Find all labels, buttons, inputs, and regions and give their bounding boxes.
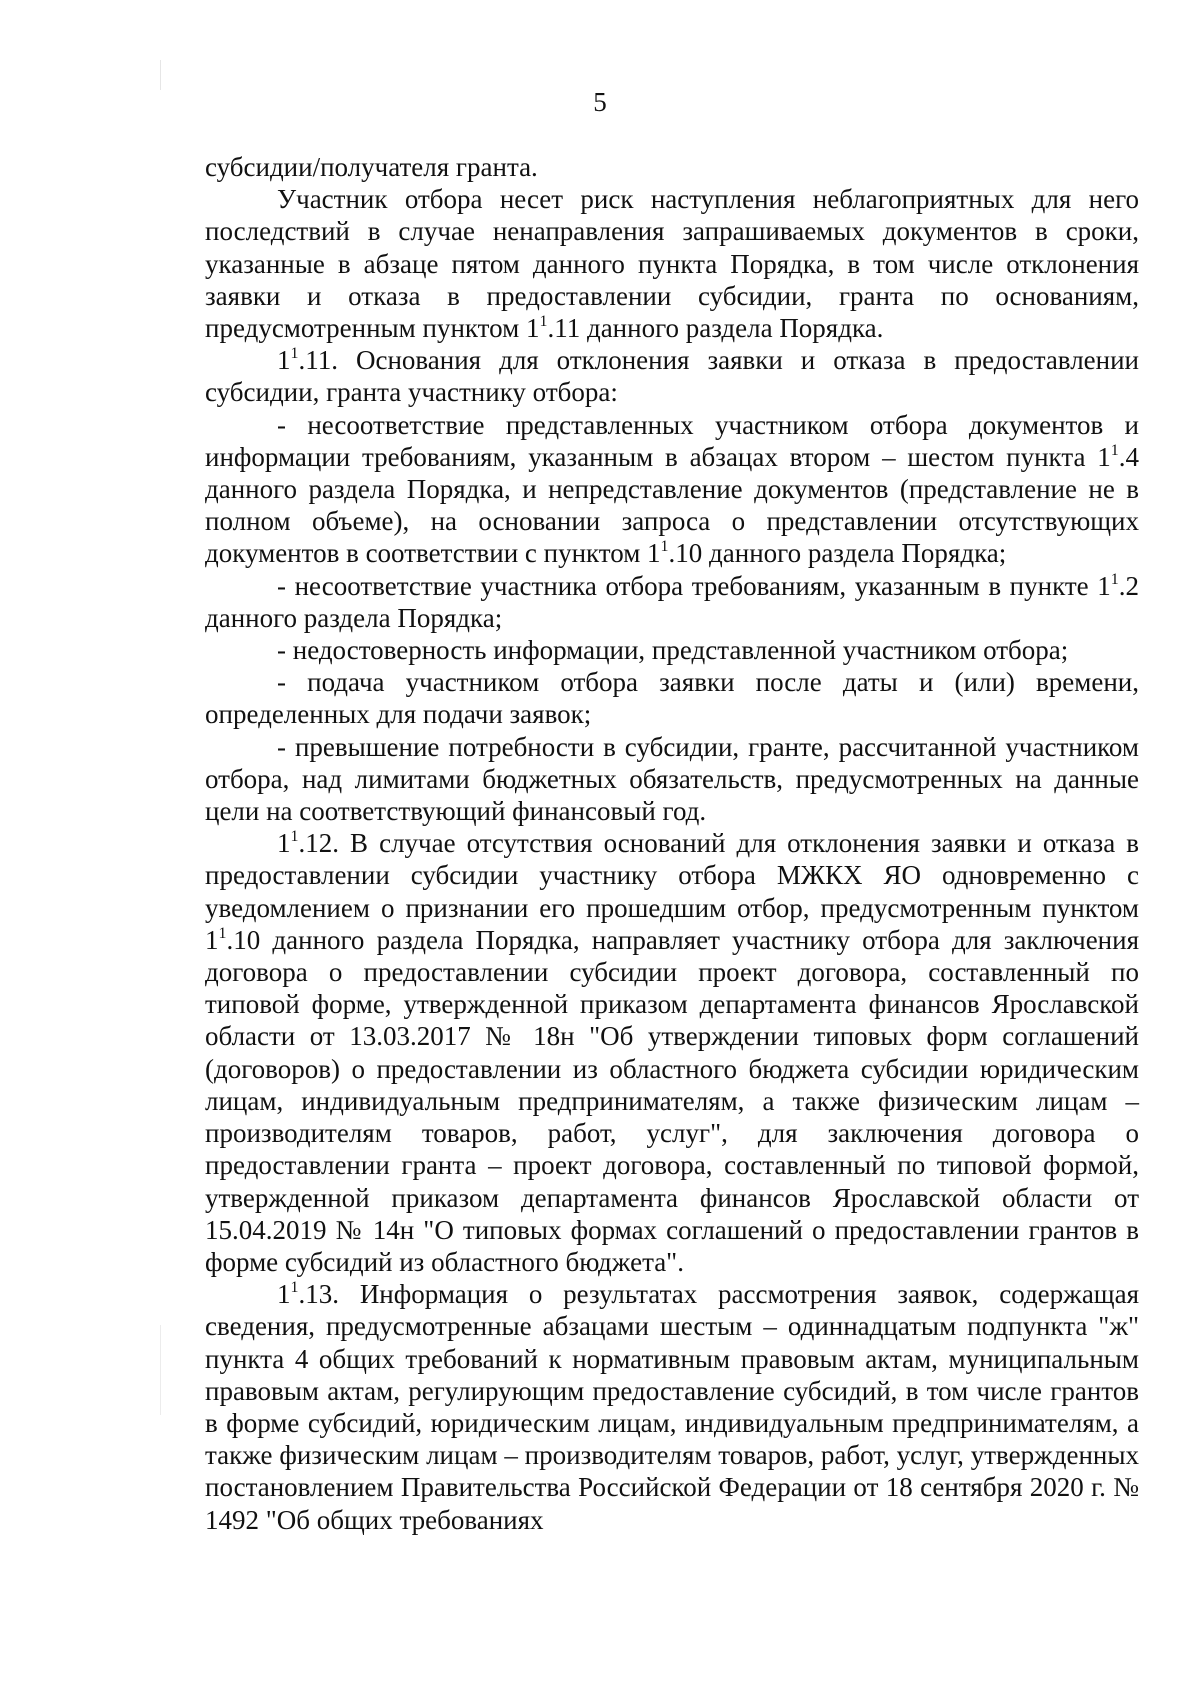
text-run: - несоответствие представленных участником отбора документов и информации требованиям, указанным в абзацах втором – шестом пункта 1 <box>205 409 1139 472</box>
text-run: .11 данного раздела Порядка. <box>547 313 884 344</box>
superscript: 1 <box>290 1279 299 1297</box>
superscript: 1 <box>290 828 299 846</box>
text-run: .11. Основания для отклонения заявки и отказа в предоставлении субсидии, гранта участнику отбора: <box>205 345 1139 408</box>
document-body <box>205 151 1139 1536</box>
text-run: - превышение потребности в субсидии, гранте, рассчитанной участником отбора, над лимитами бюджетных обязательств, предусмотренных на данные цели на соответствующий финансовый год. <box>205 731 1139 827</box>
superscript: 1 <box>1110 570 1119 588</box>
list-item-late-submission <box>205 666 1139 730</box>
text-run: 1 <box>277 345 291 376</box>
superscript: 1 <box>539 313 548 331</box>
text-run: .4 данного раздела Порядка, и непредставление документов (представление не в полном объеме), на основании запроса о представлении отсутствующих документов в соответствии с пунктом 1 <box>205 441 1139 569</box>
page-number: 5 <box>593 87 607 117</box>
text-run: Участник отбора несет риск наступления неблагоприятных для него последствий в случае ненаправления запрашиваемых документов в сроки, указанные в абзаце пятом данного пункта Порядка, в том числе отклонения заявки и отказа в предоставлении субсидии, гранта по основаниям, предусмотренным пунктом 1 <box>205 184 1139 344</box>
text-run: .12. В случае отсутствия оснований для отклонения заявки и отказа в предоставлении субсидии участнику отбора МЖКХ ЯО одновременно с уведомлением о признании его прошедшим отбор, предусмотренным пунктом 1 <box>205 828 1139 955</box>
superscript: 1 <box>1110 441 1119 459</box>
text-run: 1 <box>277 1279 291 1310</box>
list-item-requirements-mismatch <box>205 570 1139 634</box>
text-run: .13. Информация о результатах рассмотрения заявок, содержащая сведения, предусмотренные абзацами шестым – одиннадцатым подпункта "ж" пункта 4 общих требований к нормативным правовым актам, муниципальным правовым актам, регулирующим предоставление субсидий, в том числе грантов в форме субсидий, юридическим лицам, индивидуальным предпринимателям, а также физическим лицам – производителям товаров, работ, услуг, утвержденных постановлением Правительства Российской Федерации от 18 сентября 2020 г. № 1492 "Об общих требованиях <box>205 1279 1139 1535</box>
text-run: - подача участником отбора заявки после даты и (или) времени, определенных для подачи заявок; <box>205 667 1139 730</box>
text-run: .10 данного раздела Порядка, направляет участнику отбора для заключения договора о предоставлении субсидии проект договора, составленный по типовой форме, утвержденной приказом департамента финансов Ярославской области от 13.03.2017 № 18н "Об утверждении типовых форм соглашений (договоров) о предоставлении из областного бюджета субсидии юридическим лицам, индивидуальным предпринимателям, а также физическим лицам – производителям товаров, работ, услуг", для заключения договора о предоставлении гранта – проект договора, составленный по типовой формой, утвержденной приказом департамента финансов Ярославской области от 15.04.2019 № 14н "О типовых формах соглашений о предоставлении грантов в форме субсидий из областного бюджета". <box>205 924 1139 1277</box>
superscript: 1 <box>290 345 299 363</box>
list-item-false-information <box>205 634 1139 666</box>
text-run: субсидии/получателя гранта. <box>205 152 538 182</box>
list-item-document-mismatch <box>205 409 1139 570</box>
text-run: .2 данного раздела Порядка; <box>205 570 1139 633</box>
paragraph-participant-risk <box>205 183 1139 344</box>
text-run: .10 данного раздела Порядка; <box>668 538 1007 569</box>
superscript: 1 <box>218 924 227 942</box>
superscript: 1 <box>660 538 669 556</box>
text-run: - недостоверность информации, представленной участником отбора; <box>277 635 1069 666</box>
list-item-limit-excess <box>205 731 1139 828</box>
paragraph-1-13 <box>205 1278 1139 1536</box>
text-run: - несоответствие участника отбора требованиям, указанным в пункте 1 <box>277 570 1111 601</box>
text-run: 1 <box>277 828 291 859</box>
scan-artifact <box>160 1325 161 1415</box>
paragraph-1-11-heading <box>205 344 1139 408</box>
paragraph-continuation <box>205 151 1139 183</box>
paragraph-1-12 <box>205 827 1139 1278</box>
